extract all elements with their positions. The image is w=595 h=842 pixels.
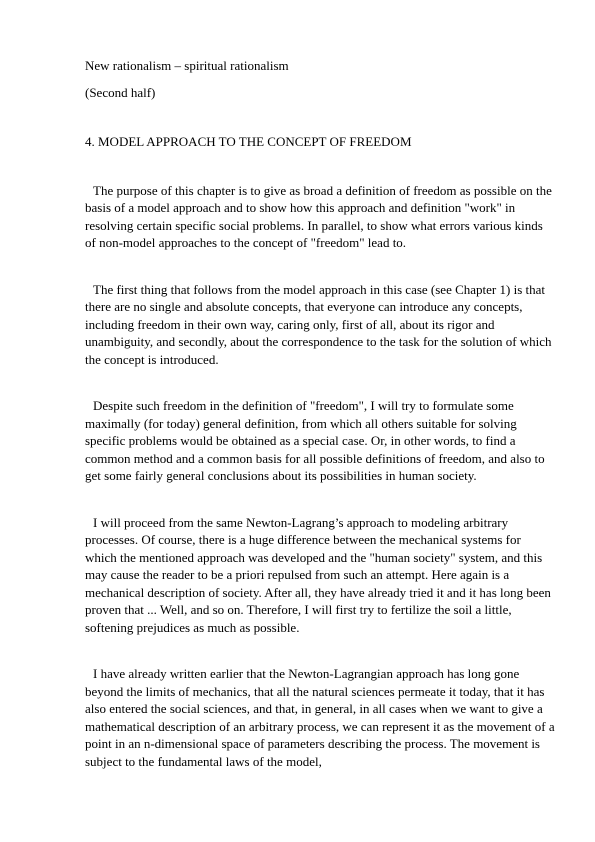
paragraph-3: Despite such freedom in the definition of "freedom", I will try to formulate some maximally (for today) general definition, from which all others suitable for solving specific problems would be obtained as a special case. Or, in other words, to find a common method and a common basis for all possible definitions of freedom, and also to get some fairly general conclusions about its possibilities in human society.: [85, 398, 545, 483]
paragraph-5: I have already written earlier that the Newton-Lagrangian approach has long gone beyond the limits of mechanics, that all the natural sciences permeate it today, that it has also entered the social sciences, and that, in general, in all cases when we want to give a mathematical description of an arbitrary process, we can represent it as the movement of a point in an n-dimensional space of parameters describing the process. The movement is subject to the fundamental laws of the model,: [85, 666, 555, 769]
paragraph-1: The purpose of this chapter is to give as broad a definition of freedom as possible on the basis of a model approach and to show how this approach and definition "work" in resolving certain specific social problems. In parallel, to show what errors various kinds of non-model approaches to the concept of "freedom" lead to.: [85, 182, 552, 250]
paragraph-2: The first thing that follows from the model approach in this case (see Chapter 1) is that there are no single and absolute concepts, that everyone can introduce any concepts, including freedom in their own way, caring only, first of all, about its rigor and unambiguity, and secondly, about the correspondence to the task for the solution of which the concept is introduced.: [85, 281, 552, 367]
paragraph-4: I will proceed from the same Newton-Lagrang’s approach to modeling arbitrary processes. Of course, there is a huge difference between the mechanical systems for which the mentioned approach was developed and the "human society" system, and this may cause the reader to be a priori repulsed from such an attempt. Here again is a mechanical description of society. After all, they have already tried it and it has long been proven that ... Well, and so on. Therefore, I will first try to fertilize the soil a little, softening prejudices as much as possible.: [85, 514, 551, 635]
document-header-subtitle: (Second half): [85, 84, 156, 100]
chapter-title: 4. MODEL APPROACH TO THE CONCEPT OF FREEDOM: [85, 134, 412, 149]
document-page: [85, 57, 555, 770]
document-header-title: New rationalism – spiritual rationalism: [85, 58, 289, 73]
